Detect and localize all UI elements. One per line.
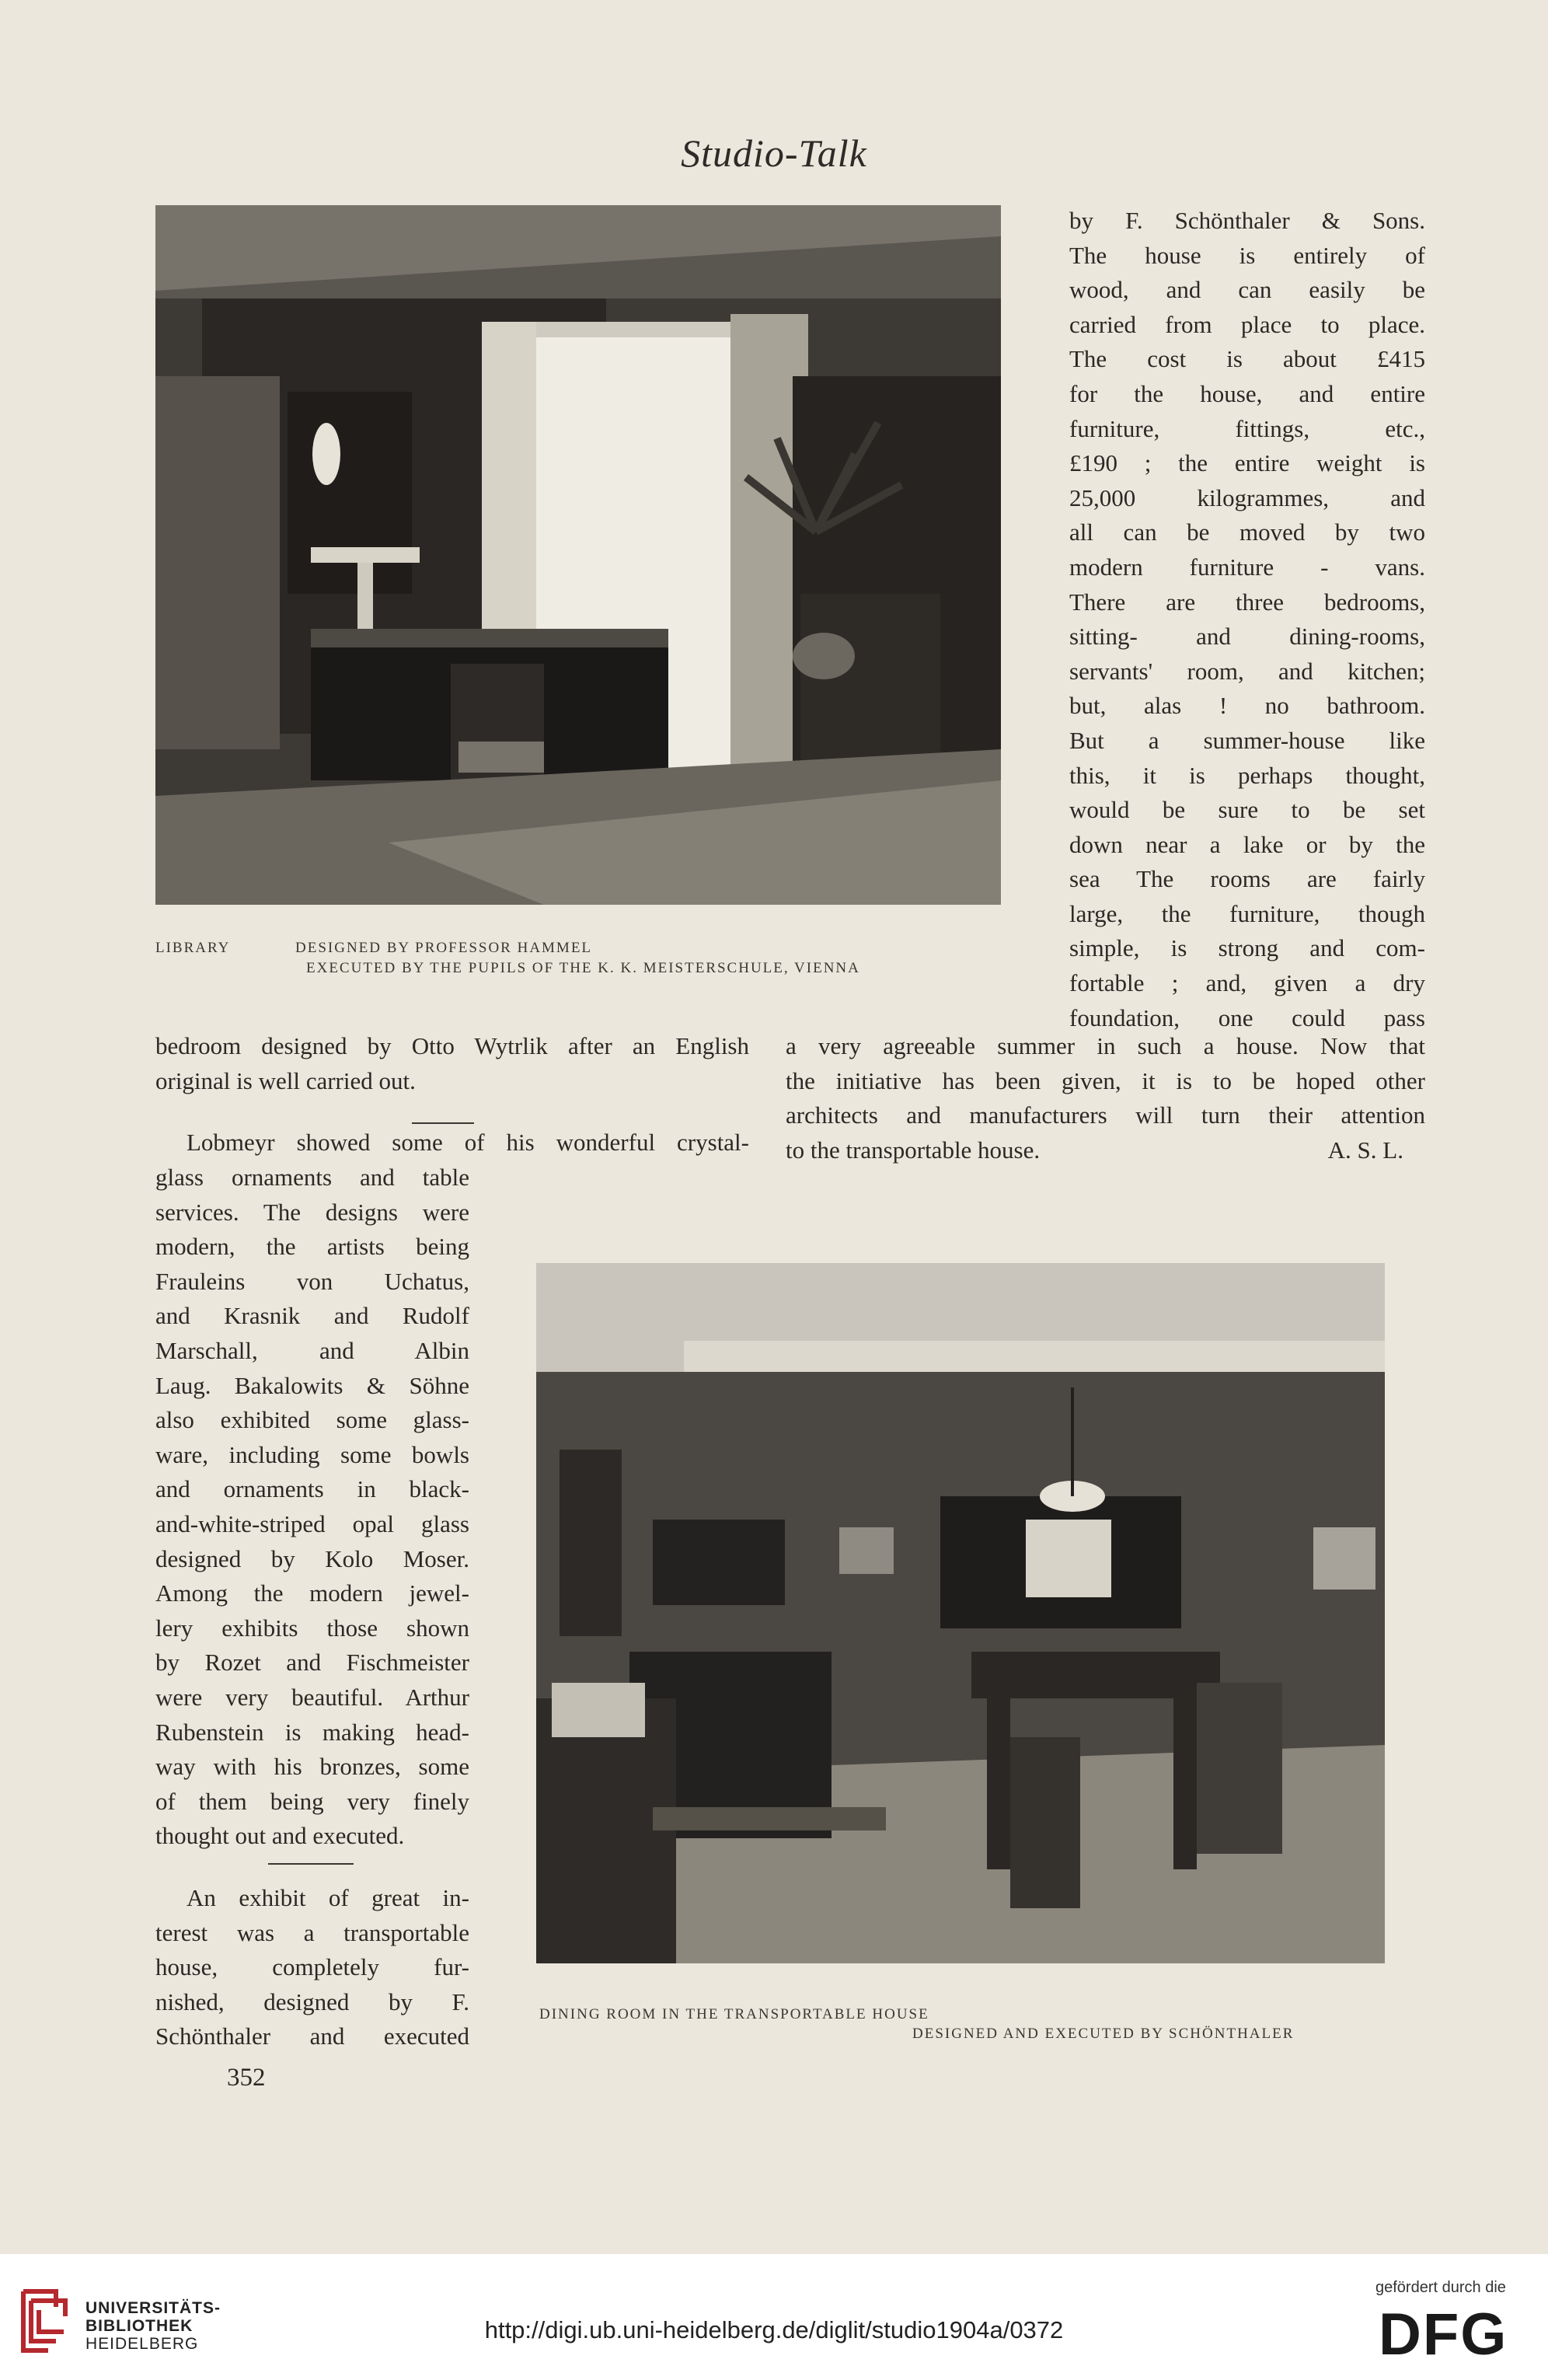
text-line: wood, and can easily be: [1069, 276, 1425, 304]
text-line: nished, designed by F.: [155, 1987, 469, 2015]
text-line: architects and manufacturers will turn their attention: [786, 1101, 1425, 1129]
text-line: Lobmeyr showed some of his wonderful crystal-: [187, 1129, 749, 1156]
text-line: But a summer-house like: [1069, 726, 1425, 754]
text-line: but, alas ! no bathroom.: [1069, 692, 1425, 720]
text-line: down near a lake or by the: [1069, 830, 1425, 858]
text-line: by Rozet and Fischmeister: [155, 1649, 469, 1677]
dining-caption-credit: DESIGNED AND EXECUTED BY SCHÖNTHALER: [912, 2026, 1295, 2042]
text-line: modern furniture - vans.: [1069, 553, 1425, 581]
text-line: by F. Schönthaler & Sons.: [1069, 207, 1425, 234]
source-url-link[interactable]: http://digi.ub.uni-heidelberg.de/diglit/studio1904a/0372: [484, 2316, 1064, 2343]
text-line: would be sure to be set: [1069, 796, 1425, 824]
institution-city: HEIDELBERG: [85, 2335, 199, 2353]
text-line: 25,000 kilogrammes, and: [1069, 483, 1425, 511]
right-column-text: [1069, 204, 1425, 1035]
library-caption-label: LIBRARY: [155, 940, 231, 956]
text-line: Schönthaler and executed: [155, 2022, 469, 2050]
text-line: There are three bedrooms,: [1069, 588, 1425, 616]
text-line: the initiative has been given, it is to be hoped other: [786, 1066, 1425, 1094]
text-line: simple, is strong and com-: [1069, 934, 1425, 962]
institution-name-line2: BIBLIOTHEK: [85, 2317, 194, 2335]
lobmeyr-first-line: [187, 1125, 749, 1160]
text-line: The house is entirely of: [1069, 241, 1425, 269]
text-line: fortable ; and, given a dry: [1069, 969, 1425, 997]
author-signature: A. S. L.: [1327, 1136, 1403, 1164]
section-separator: [412, 1122, 474, 1124]
text-line: Marschall, and Albin: [155, 1336, 469, 1364]
text-line: for the house, and entire: [1069, 379, 1425, 407]
text-line: large, the furniture, though: [1069, 899, 1425, 927]
text-line: designed by Kolo Moser.: [155, 1544, 469, 1572]
text-line: [786, 1133, 1425, 1168]
text-line: thought out and executed.: [155, 1822, 405, 1850]
dfg-logo: DFG: [1379, 2301, 1508, 2368]
wide-right-text: [786, 1029, 1425, 1167]
text-line: £190 ; the entire weight is: [1069, 449, 1425, 477]
funding-note: gefördert durch die: [1375, 2279, 1506, 2296]
text-line: furniture, fittings, etc.,: [1069, 414, 1425, 442]
text-line: foundation, one could pass: [1069, 1003, 1425, 1031]
text-line: and ornaments in black-: [155, 1475, 469, 1503]
text-line: bedroom designed by Otto Wytrlik after an English: [155, 1032, 749, 1059]
text-line: glass ornaments and table: [155, 1164, 469, 1191]
text-line-end: to the transportable house.: [786, 1136, 1041, 1164]
text-line: An exhibit of great in-: [187, 1884, 469, 1911]
text-line: house, completely fur-: [155, 1953, 469, 1981]
text-line: and Krasnik and Rudolf: [155, 1302, 469, 1330]
text-line: and-white-striped opal glass: [155, 1509, 469, 1537]
text-line: lery exhibits those shown: [155, 1614, 469, 1642]
wide-left-text: [155, 1029, 749, 1098]
text-line: also exhibited some glass-: [155, 1406, 469, 1434]
text-line: terest was a transportable: [155, 1918, 469, 1946]
text-line: sea The rooms are fairly: [1069, 865, 1425, 893]
text-line: Laug. Bakalowits & Söhne: [155, 1371, 469, 1399]
text-line: were very beautiful. Arthur: [155, 1683, 469, 1711]
narrow-left-text: [155, 1160, 469, 1854]
text-line: Rubenstein is making head-: [155, 1718, 469, 1746]
text-line: way with his bronzes, some: [155, 1753, 469, 1781]
text-line: of them being very finely: [155, 1787, 469, 1815]
text-line: services. The designs were: [155, 1198, 469, 1226]
text-line: a very agreeable summer in such a house. Now that: [786, 1032, 1425, 1059]
text-line: this, it is perhaps thought,: [1069, 761, 1425, 789]
dining-caption-title: DINING ROOM IN THE TRANSPORTABLE HOUSE: [539, 2006, 929, 2022]
text-line: modern, the artists being: [155, 1233, 469, 1261]
text-line: original is well carried out.: [155, 1066, 416, 1094]
library-caption-executor: EXECUTED BY THE PUPILS OF THE K. K. MEISTERSCHULE, VIENNA: [306, 960, 860, 976]
running-title: Studio-Talk: [681, 131, 867, 175]
text-line: servants' room, and kitchen;: [1069, 657, 1425, 685]
dining-room-photo: [536, 1263, 1385, 1963]
page-number: 352: [227, 2064, 266, 2092]
text-line: The cost is about £415: [1069, 345, 1425, 373]
library-caption-designer: DESIGNED BY PROFESSOR HAMMEL: [295, 940, 593, 956]
text-line: ware, including some bowls: [155, 1440, 469, 1468]
text-line: all can be moved by two: [1069, 518, 1425, 546]
institution-name-line1: UNIVERSITÄTS-: [85, 2299, 221, 2317]
text-line: Among the modern jewel-: [155, 1579, 469, 1607]
text-line: sitting- and dining-rooms,: [1069, 623, 1425, 651]
section-separator: [268, 1863, 354, 1865]
text-line: Frauleins von Uchatus,: [155, 1267, 469, 1295]
exhibit-paragraph: [155, 1881, 469, 2054]
text-line: carried from place to place.: [1069, 310, 1425, 338]
library-photo: [155, 205, 1001, 905]
